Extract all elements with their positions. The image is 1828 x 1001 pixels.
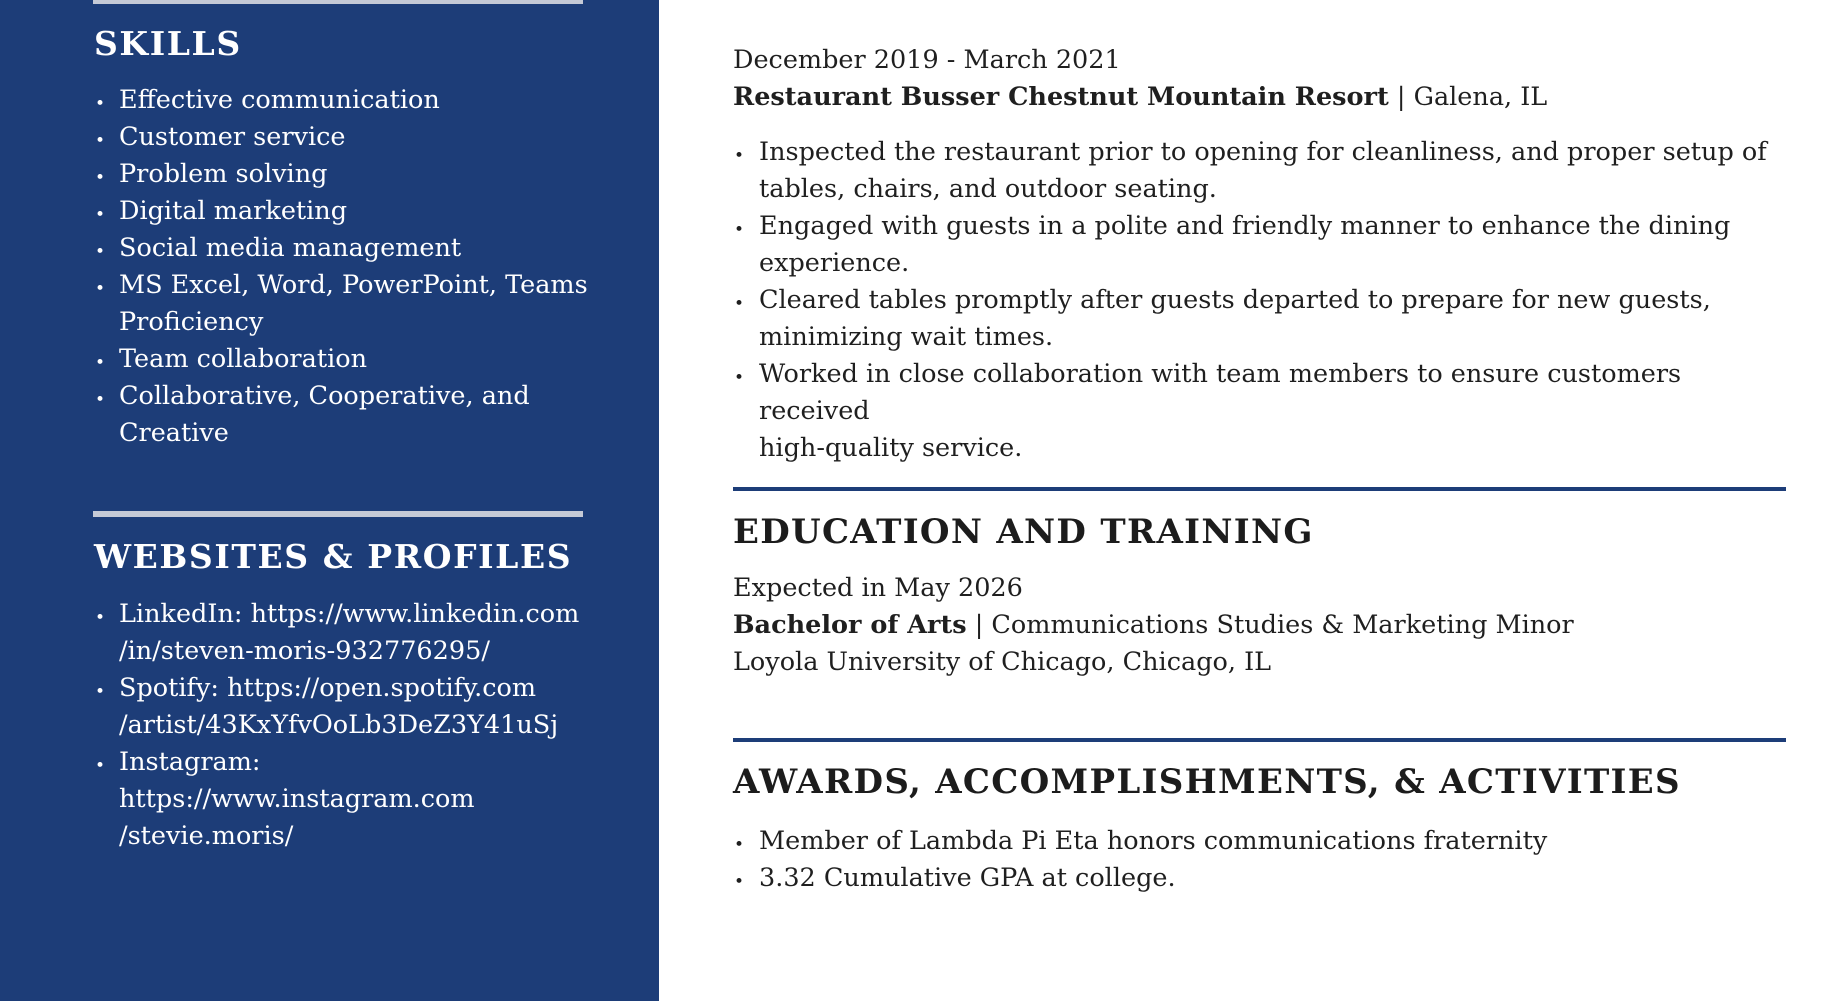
bullet-icon: • xyxy=(734,835,745,855)
skill-item: • Digital marketing xyxy=(94,193,594,230)
duty-item: • Engaged with guests in a polite and friendly manner to enhance the dining experience. xyxy=(733,208,1793,282)
skills-list xyxy=(94,82,594,452)
duty-item: • Worked in close collaboration with team members to ensure customers received high-quality service. xyxy=(733,356,1793,467)
award-item: • 3.32 Cumulative GPA at college. xyxy=(733,860,1793,897)
award-item: • Member of Lambda Pi Eta honors communications fraternity xyxy=(733,823,1793,860)
website-line: /stevie.moris/ xyxy=(119,821,294,851)
bullet-icon: • xyxy=(95,390,106,410)
skill-item: • Effective communication xyxy=(94,82,594,119)
bullet-icon: • xyxy=(95,279,106,299)
job-title-line xyxy=(733,79,1547,116)
degree: Bachelor of Arts xyxy=(733,610,967,640)
website-line: Spotify: https://open.spotify.com xyxy=(119,673,537,703)
skill-item: • MS Excel, Word, PowerPoint, Teams Proficiency xyxy=(94,267,594,341)
bullet-icon: • xyxy=(734,220,745,240)
skill-item: • Collaborative, Cooperative, and Creative xyxy=(94,378,594,452)
website-line: /artist/43KxYfvOoLb3DeZ3Y41uSj xyxy=(119,710,559,740)
separator: | xyxy=(966,610,992,640)
skill-item: • Problem solving xyxy=(94,156,594,193)
main-content xyxy=(733,0,1793,1001)
website-line: LinkedIn: https://www.linkedin.com xyxy=(119,599,580,629)
website-line: https://www.instagram.com xyxy=(119,784,475,814)
school: Loyola University of Chicago, Chicago, IL xyxy=(733,647,1272,677)
separator: | xyxy=(1388,82,1414,112)
duty-item: • Cleared tables promptly after guests departed to prepare for new guests, minimizing wait times. xyxy=(733,282,1793,356)
skill-item: • Social media management xyxy=(94,230,594,267)
websites-heading: WEBSITES & PROFILES xyxy=(94,537,573,576)
bullet-icon: • xyxy=(95,608,106,628)
education-heading: EDUCATION AND TRAINING xyxy=(733,512,1314,552)
job-duties-list xyxy=(733,134,1793,467)
awards-divider xyxy=(733,738,1786,742)
job-dates: December 2019 - March 2021 xyxy=(733,45,1121,75)
bullet-icon: • xyxy=(734,146,745,166)
bullet-icon: • xyxy=(734,294,745,314)
sidebar-section-divider xyxy=(93,511,583,517)
bullet-icon: • xyxy=(734,368,745,388)
education-divider xyxy=(733,487,1786,491)
degree-line xyxy=(733,607,1574,644)
skill-item: • Team collaboration xyxy=(94,341,594,378)
website-line: Instagram: xyxy=(119,747,261,777)
job-title: Restaurant Busser Chestnut Mountain Resort xyxy=(733,82,1389,112)
website-line: /in/steven-moris-932776295/ xyxy=(119,636,490,666)
education-date: Expected in May 2026 xyxy=(733,573,1023,603)
bullet-icon: • xyxy=(95,756,106,776)
job-location: Galena, IL xyxy=(1413,82,1548,112)
bullet-icon: • xyxy=(95,682,106,702)
skill-item: • Customer service xyxy=(94,119,594,156)
websites-list xyxy=(94,596,594,855)
website-item-spotify[interactable] xyxy=(94,670,594,744)
sidebar xyxy=(0,0,659,1001)
duty-item: • Inspected the restaurant prior to opening for cleanliness, and proper setup of tables, chairs, and outdoor seating. xyxy=(733,134,1793,208)
bullet-icon: • xyxy=(734,872,745,892)
sidebar-top-divider xyxy=(93,0,583,4)
website-item-instagram[interactable] xyxy=(94,744,594,855)
awards-list xyxy=(733,823,1793,897)
bullet-icon: • xyxy=(95,242,106,262)
bullet-icon: • xyxy=(95,94,106,114)
bullet-icon: • xyxy=(95,131,106,151)
website-item-linkedin[interactable] xyxy=(94,596,594,670)
degree-field: Communications Studies & Marketing Minor xyxy=(991,610,1574,640)
bullet-icon: • xyxy=(95,205,106,225)
awards-heading: AWARDS, ACCOMPLISHMENTS, & ACTIVITIES xyxy=(733,762,1681,802)
bullet-icon: • xyxy=(95,353,106,373)
bullet-icon: • xyxy=(95,168,106,188)
skills-heading: SKILLS xyxy=(94,24,242,63)
